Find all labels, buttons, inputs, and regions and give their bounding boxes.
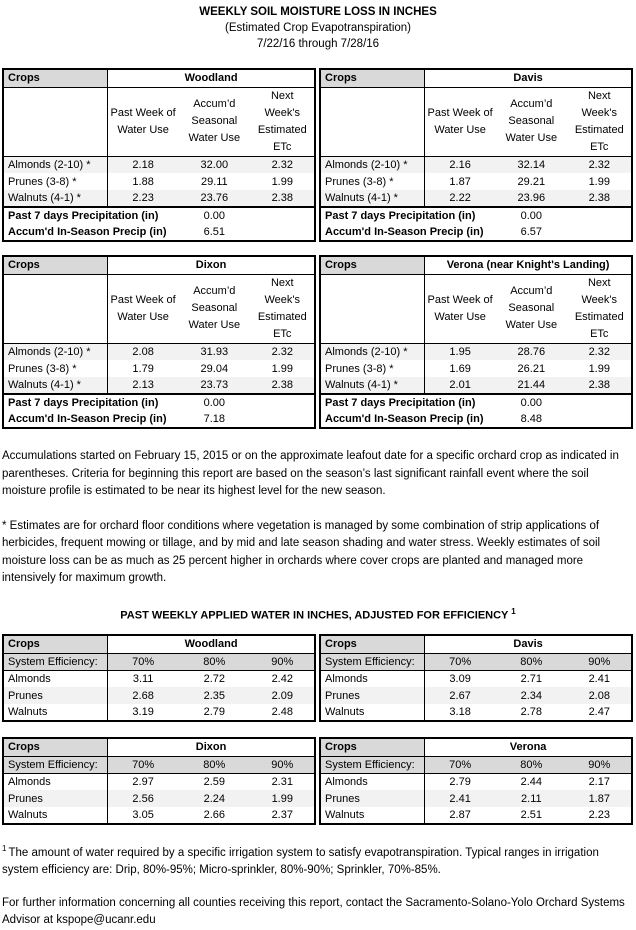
value-cell: 2.72 [203, 672, 226, 685]
empty-cell [568, 394, 632, 411]
table-row [320, 807, 632, 824]
value-cell: 2.35 [178, 687, 250, 704]
table-header-row [3, 69, 315, 87]
value-cell: 2.08 [568, 687, 632, 704]
crop-label: Walnuts (4-1) * [3, 190, 108, 207]
crops-header: Crops [3, 738, 108, 756]
value-cell: 2.17 [588, 775, 610, 788]
value-cell: 2.23 [108, 190, 178, 207]
page-title: WEEKLY SOIL MOISTURE LOSS IN INCHES [199, 6, 437, 18]
value-cell: 2.38 [251, 377, 315, 394]
eff-table-pair-2 [2, 737, 636, 825]
value-cell: 2.38 [568, 377, 632, 394]
et-table-pair-2 [2, 255, 636, 429]
column-header-row [3, 87, 315, 156]
crop-label: Walnuts [3, 807, 108, 824]
table-row [320, 173, 632, 190]
precip-season-label: Accum'd In-Season Precip (in) [8, 226, 167, 238]
location-header: Woodland [108, 635, 315, 653]
col-header-past-week: Past Week of Water Use [425, 274, 495, 343]
location-header: Davis [425, 635, 632, 653]
precip-season-row [320, 411, 632, 428]
table-row [320, 773, 632, 790]
table-row [320, 190, 632, 207]
table-row [320, 360, 632, 377]
value-cell: 2.23 [588, 809, 610, 822]
crop-label: Almonds (2-10) * [3, 343, 108, 360]
value-cell: 23.73 [178, 377, 250, 394]
efficiency-col-80: 80% [178, 653, 250, 670]
value-cell: 21.44 [495, 377, 567, 394]
col-header-past-week: Past Week of Water Use [108, 274, 178, 343]
value-cell: 1.87 [568, 790, 632, 807]
value-cell: 2.31 [271, 775, 293, 788]
efficiency-col-70: 70% [425, 756, 495, 773]
value-cell: 1.99 [251, 790, 315, 807]
value-cell: 1.99 [271, 362, 293, 375]
value-cell: 2.16 [425, 156, 495, 173]
table-header-row [320, 738, 632, 756]
section-heading-footnote-ref: 1 [511, 606, 516, 616]
empty-cell [568, 207, 632, 224]
crop-label: Prunes [320, 790, 425, 807]
crop-label: Walnuts (4-1) * [320, 377, 425, 394]
value-cell: 1.69 [449, 362, 471, 375]
table-row [320, 156, 632, 173]
system-efficiency-row [3, 756, 315, 773]
table-row [3, 687, 315, 704]
blank-cell [320, 274, 425, 343]
crop-label: Prunes (3-8) * [320, 360, 425, 377]
footnote-ref: 1 [2, 844, 7, 854]
value-cell: 2.32 [568, 343, 632, 360]
page-subtitle: (Estimated Crop Evapotranspiration) [225, 22, 411, 34]
table-row [320, 377, 632, 394]
value-cell: 3.09 [449, 672, 471, 685]
crops-header: Crops [3, 635, 108, 653]
value-cell: 1.79 [132, 362, 154, 375]
precip7-row [320, 207, 632, 224]
section-heading-applied-water [0, 607, 636, 622]
value-cell: 3.18 [449, 706, 471, 719]
value-cell: 1.87 [449, 175, 471, 188]
et-table-verona [319, 255, 633, 429]
et-table-woodland [2, 68, 316, 242]
blank-cell [320, 87, 425, 156]
table-row [3, 173, 315, 190]
location-header: Davis [425, 69, 632, 87]
eff-table-dixon [2, 737, 316, 825]
table-header-row [320, 256, 632, 274]
eff-table-pair-1 [2, 634, 636, 722]
table-header-row [3, 635, 315, 653]
efficiency-col-90: 90% [251, 756, 315, 773]
col-header-next-week: Next Week's Estimated ETc [251, 87, 315, 156]
eff-table-woodland [2, 634, 316, 722]
value-cell: 2.79 [449, 775, 471, 788]
value-cell: 1.99 [588, 175, 610, 188]
crop-label: Prunes [3, 790, 108, 807]
value-cell: 2.34 [495, 687, 567, 704]
efficiency-col-70: 70% [108, 756, 178, 773]
value-cell: 31.93 [178, 343, 250, 360]
value-cell: 2.22 [425, 190, 495, 207]
system-efficiency-row [3, 653, 315, 670]
value-cell: 3.05 [132, 809, 154, 822]
crop-label: Prunes (3-8) * [3, 360, 108, 377]
value-cell: 2.38 [251, 190, 315, 207]
value-cell: 1.95 [425, 343, 495, 360]
precip7-value: 0.00 [178, 207, 250, 224]
system-efficiency-row [320, 756, 632, 773]
value-cell: 2.32 [251, 156, 315, 173]
crop-label: Almonds (2-10) * [320, 343, 425, 360]
precip-season-value: 8.48 [520, 413, 543, 425]
empty-cell [568, 411, 632, 428]
precip-season-value: 7.18 [203, 413, 226, 425]
location-header: Dixon [108, 738, 315, 756]
precip-season-row [320, 224, 632, 241]
value-cell: 2.37 [271, 809, 293, 822]
table-header-row [320, 635, 632, 653]
et-table-dixon [2, 255, 316, 429]
column-header-row [320, 87, 632, 156]
value-cell: 1.99 [271, 175, 293, 188]
table-row [3, 790, 315, 807]
table-row [320, 687, 632, 704]
table-row [320, 343, 632, 360]
eff-table-verona [319, 737, 633, 825]
value-cell: 32.14 [495, 156, 567, 173]
crop-label: Prunes [320, 687, 425, 704]
crop-label: Almonds [320, 670, 425, 687]
precip7-row [3, 207, 315, 224]
value-cell: 29.04 [200, 362, 229, 375]
efficiency-col-90: 90% [568, 756, 632, 773]
col-header-accumd: Accum’d Seasonal Water Use [495, 274, 567, 343]
value-cell: 2.41 [425, 790, 495, 807]
empty-cell [251, 411, 315, 428]
et-table-pair-1 [2, 68, 636, 242]
precip7-value: 0.00 [495, 394, 567, 411]
value-cell: 2.32 [568, 156, 632, 173]
precip-season-value: 6.57 [520, 226, 543, 238]
date-range: 7/22/16 through 7/28/16 [256, 38, 380, 50]
efficiency-col-90: 90% [568, 653, 632, 670]
crop-label: Walnuts (4-1) * [3, 377, 108, 394]
crops-header: Crops [320, 635, 425, 653]
value-cell: 23.96 [495, 190, 567, 207]
value-cell: 2.24 [178, 790, 250, 807]
column-header-row [320, 274, 632, 343]
precip7-label: Past 7 days Precipitation (in) [320, 394, 495, 411]
location-header: Verona (near Knight's Landing) [425, 256, 632, 274]
value-cell: 2.78 [520, 706, 543, 719]
precip7-row [320, 394, 632, 411]
value-cell: 2.13 [108, 377, 178, 394]
crops-header: Crops [3, 69, 108, 87]
efficiency-col-90: 90% [251, 653, 315, 670]
table-header-row [3, 738, 315, 756]
value-cell: 2.09 [251, 687, 315, 704]
efficiency-col-80: 80% [178, 756, 250, 773]
empty-cell [251, 394, 315, 411]
value-cell: 32.00 [178, 156, 250, 173]
system-efficiency-label: System Efficiency: [3, 653, 108, 670]
crop-label: Almonds [320, 773, 425, 790]
value-cell: 2.41 [588, 672, 610, 685]
value-cell: 1.88 [132, 175, 154, 188]
precip-season-value: 6.51 [203, 226, 226, 238]
eff-table-davis [319, 634, 633, 722]
blank-cell [3, 87, 108, 156]
value-cell: 2.38 [568, 190, 632, 207]
crop-label: Walnuts [320, 704, 425, 721]
system-efficiency-label: System Efficiency: [3, 756, 108, 773]
value-cell: 2.56 [108, 790, 178, 807]
crop-label: Almonds [3, 670, 108, 687]
note-accumulations: Accumulations started on February 15, 2015 or on the approximate leafout date for a specific orchard crop as indicated in parentheses. Criteria for beginning this report are based on the season’s last significant rainfall event where the soil moisture profile is estimated to be near its highest level for the new season. [2, 450, 619, 497]
value-cell: 2.44 [520, 775, 543, 788]
value-cell: 2.97 [132, 775, 154, 788]
contact-info: For further information concerning all counties receiving this report, contact the Sacramento-Solano-Yolo Orchard Systems Advisor at kspope@ucanr.edu [2, 896, 625, 927]
col-header-accumd: Accum’d Seasonal Water Use [495, 87, 567, 156]
precip-season-row [3, 224, 315, 241]
value-cell: 2.42 [271, 672, 293, 685]
empty-cell [251, 207, 315, 224]
title-block [0, 5, 636, 52]
table-header-row [320, 69, 632, 87]
table-row [3, 190, 315, 207]
crop-label: Walnuts [320, 807, 425, 824]
crop-label: Prunes [3, 687, 108, 704]
footnote [2, 840, 633, 880]
table-row [3, 360, 315, 377]
system-efficiency-row [320, 653, 632, 670]
value-cell: 29.21 [517, 175, 546, 188]
value-cell: 2.32 [251, 343, 315, 360]
value-cell: 2.66 [203, 809, 226, 822]
value-cell: 3.19 [132, 706, 154, 719]
precip7-label: Past 7 days Precipitation (in) [3, 207, 178, 224]
col-header-past-week: Past Week of Water Use [108, 87, 178, 156]
precip7-row [3, 394, 315, 411]
crop-label: Almonds (2-10) * [320, 156, 425, 173]
precip-season-label: Accum'd In-Season Precip (in) [325, 413, 484, 425]
efficiency-col-70: 70% [425, 653, 495, 670]
footnote-text: The amount of water required by a specific irrigation system to satisfy evapotranspiration. Typical ranges in irrigation system efficiency are: Drip, 80%-95%; Micro-sprinkler, 80%-90%; Sprinkler, 70%-85%. [2, 846, 599, 877]
value-cell: 2.18 [108, 156, 178, 173]
value-cell: 2.01 [425, 377, 495, 394]
value-cell: 2.71 [520, 672, 543, 685]
value-cell: 2.87 [449, 809, 471, 822]
table-row [3, 807, 315, 824]
value-cell: 2.79 [203, 706, 226, 719]
precip7-value: 0.00 [178, 394, 250, 411]
crops-header: Crops [320, 738, 425, 756]
crop-label: Almonds [3, 773, 108, 790]
value-cell: 2.68 [108, 687, 178, 704]
column-header-row [3, 274, 315, 343]
col-header-next-week: Next Week's Estimated ETc [568, 87, 632, 156]
efficiency-col-80: 80% [495, 653, 567, 670]
value-cell: 2.47 [588, 706, 610, 719]
location-header: Dixon [108, 256, 315, 274]
value-cell: 2.08 [108, 343, 178, 360]
crop-label: Prunes (3-8) * [320, 173, 425, 190]
table-row [320, 790, 632, 807]
system-efficiency-label: System Efficiency: [320, 756, 425, 773]
col-header-next-week: Next Week's Estimated ETc [251, 274, 315, 343]
col-header-accumd: Accum’d Seasonal Water Use [178, 274, 250, 343]
value-cell: 2.51 [520, 809, 543, 822]
value-cell: 2.11 [495, 790, 567, 807]
table-header-row [3, 256, 315, 274]
col-header-next-week: Next Week's Estimated ETc [568, 274, 632, 343]
value-cell: 3.11 [132, 672, 154, 685]
crop-label: Prunes (3-8) * [3, 173, 108, 190]
table-row [320, 704, 632, 721]
precip-season-label: Accum'd In-Season Precip (in) [8, 413, 167, 425]
value-cell: 2.59 [203, 775, 226, 788]
note-estimates: * Estimates are for orchard floor conditions where vegetation is managed by some combination of strip applications of herbicides, frequent mowing or tillage, and by mid and late season shading and water stress. Weekly estimates of soil moisture loss can be as much as 25 percent higher in orchards where cover crops are planted and managed more intensively for maximum growth. [2, 519, 601, 584]
empty-cell [568, 224, 632, 241]
blank-cell [3, 274, 108, 343]
efficiency-col-70: 70% [108, 653, 178, 670]
et-table-davis [319, 68, 633, 242]
crops-header: Crops [3, 256, 108, 274]
table-row [3, 670, 315, 687]
value-cell: 2.48 [271, 706, 293, 719]
value-cell: 29.11 [200, 175, 228, 188]
crop-label: Almonds (2-10) * [3, 156, 108, 173]
precip7-value: 0.00 [495, 207, 567, 224]
efficiency-col-80: 80% [495, 756, 567, 773]
location-header: Verona [425, 738, 632, 756]
system-efficiency-label: System Efficiency: [320, 653, 425, 670]
col-header-accumd: Accum’d Seasonal Water Use [178, 87, 250, 156]
value-cell: 1.99 [588, 362, 610, 375]
table-row [3, 704, 315, 721]
precip-season-label: Accum'd In-Season Precip (in) [325, 226, 484, 238]
crops-header: Crops [320, 69, 425, 87]
value-cell: 23.76 [178, 190, 250, 207]
value-cell: 26.21 [517, 362, 546, 375]
crop-label: Walnuts (4-1) * [320, 190, 425, 207]
precip-season-row [3, 411, 315, 428]
value-cell: 2.67 [425, 687, 495, 704]
col-header-past-week: Past Week of Water Use [425, 87, 495, 156]
table-row [3, 377, 315, 394]
value-cell: 28.76 [495, 343, 567, 360]
crop-label: Walnuts [3, 704, 108, 721]
table-row [320, 670, 632, 687]
precip7-label: Past 7 days Precipitation (in) [320, 207, 495, 224]
table-row [3, 773, 315, 790]
precip7-label: Past 7 days Precipitation (in) [3, 394, 178, 411]
location-header: Woodland [108, 69, 315, 87]
section-heading-text: PAST WEEKLY APPLIED WATER IN INCHES, ADJUSTED FOR EFFICIENCY [120, 609, 509, 622]
table-row [3, 343, 315, 360]
empty-cell [251, 224, 315, 241]
crops-header: Crops [320, 256, 425, 274]
table-row [3, 156, 315, 173]
